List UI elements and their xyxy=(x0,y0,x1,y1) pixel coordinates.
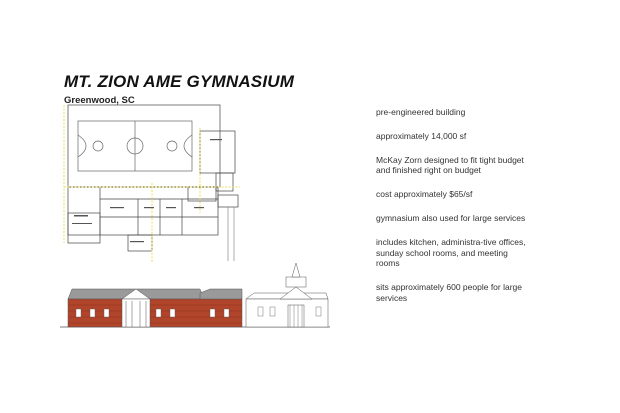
note-item: includes kitchen, administra-tive offices, sunday school rooms, and meeting rooms xyxy=(376,236,526,269)
chapel-steeple xyxy=(292,263,300,277)
note-item: cost approximately $65/sf xyxy=(376,189,473,200)
project-notes xyxy=(376,107,526,317)
note-item: gymnasium also used for large services xyxy=(376,212,526,223)
note-item: approximately 14,000 sf xyxy=(376,130,467,141)
gym-outline xyxy=(68,105,220,187)
storage-room xyxy=(200,131,235,173)
note-item: pre-engineered building xyxy=(376,107,466,117)
note-item: sits approximately 600 people for large services xyxy=(376,282,522,303)
classroom-wing xyxy=(68,187,218,235)
floor-plan xyxy=(60,103,250,263)
note-item: McKay Zorn designed to fit tight budget and finished right on budget xyxy=(376,154,524,176)
location-subtitle: Greenwood, SC xyxy=(64,95,135,106)
page-title: MT. ZION AME GYMNASIUM xyxy=(64,72,295,91)
chapel-wall xyxy=(246,299,328,327)
building-elevation xyxy=(60,263,330,331)
